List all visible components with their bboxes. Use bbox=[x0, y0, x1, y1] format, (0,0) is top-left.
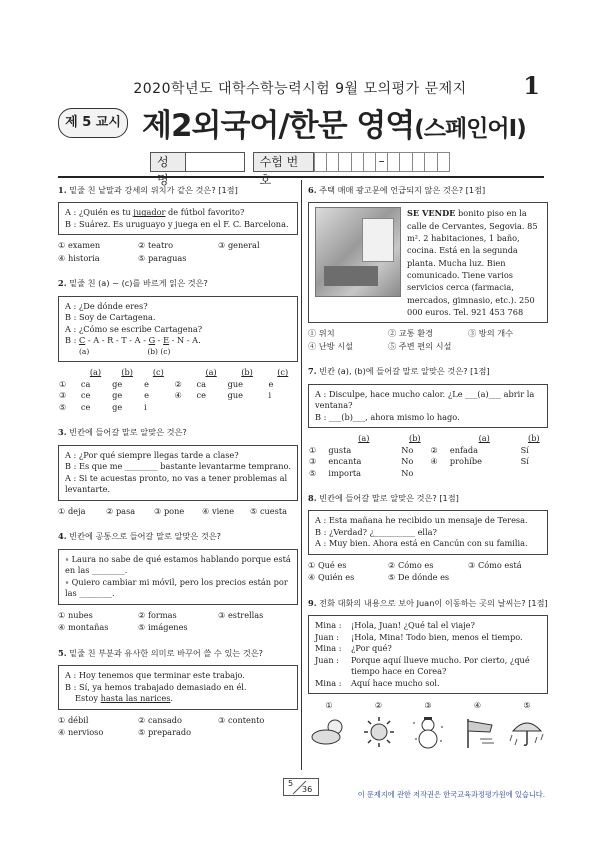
answer-option[interactable]: ④ montañas bbox=[58, 622, 109, 633]
umbrella-rain-icon bbox=[507, 715, 547, 749]
table-row[interactable]: ③ ce ge e ④ ce gue i bbox=[59, 390, 272, 401]
exam-title: 2020학년도 대학수학능력시험 9월 모의평가 문제지 bbox=[133, 81, 467, 97]
answer-option[interactable]: ② teatro bbox=[138, 240, 174, 251]
dialogue-line: B : Suárez. Es uruguayo y juega en el F. C. Barcelona. bbox=[65, 218, 289, 229]
dialogue-box bbox=[308, 615, 548, 694]
sun-icon bbox=[359, 715, 399, 749]
answer-option[interactable]: ⑤ De dónde es bbox=[388, 572, 450, 583]
answer-option[interactable]: ④ viene bbox=[202, 505, 235, 516]
question-stem: 밑줄 친 부분과 유사한 의미로 바꾸어 쓸 수 있는 것은? bbox=[69, 647, 264, 658]
table-row[interactable]: ⑤ ce ge i bbox=[59, 401, 147, 412]
question-number: 2. bbox=[58, 278, 67, 289]
question-stem: 전화 대화의 내용으로 보아 Juan이 이동하는 곳의 날씨는? [1점] bbox=[319, 597, 548, 608]
exam-number-dash: – bbox=[376, 152, 387, 172]
question-number: 4. bbox=[58, 531, 67, 542]
dialogue-line: Mina : Aquí hace mucho sol. bbox=[315, 677, 440, 688]
windsock-icon bbox=[458, 715, 498, 749]
answer-option[interactable]: ① deja bbox=[58, 505, 86, 516]
answer-option[interactable]: ③ estrellas bbox=[218, 609, 264, 620]
ad-text bbox=[407, 207, 541, 318]
exam-number-box[interactable] bbox=[413, 152, 425, 172]
question-stem: 빈칸 (a), (b)에 들어갈 말로 알맞은 것은? [1점] bbox=[319, 366, 490, 377]
question-8 bbox=[308, 493, 548, 584]
session-badge: 제 5 교시 bbox=[58, 108, 128, 138]
id-bar bbox=[150, 152, 450, 187]
spelling-marks: (a) (b) (c) bbox=[79, 346, 171, 356]
question-number: 6. bbox=[308, 185, 317, 195]
sale-advertisement bbox=[308, 202, 548, 323]
answer-option[interactable]: ② cansado bbox=[138, 714, 182, 725]
question-number: 1. bbox=[58, 185, 67, 195]
weather-option[interactable]: ④ bbox=[457, 700, 499, 752]
exam-number-box[interactable] bbox=[327, 152, 339, 172]
question-3 bbox=[58, 427, 298, 517]
exam-number-box[interactable] bbox=[438, 152, 450, 172]
underlined-phrase: hasta las narices bbox=[100, 693, 171, 704]
exam-number-box[interactable] bbox=[339, 152, 351, 172]
weather-option[interactable]: ② bbox=[358, 700, 400, 752]
question-9 bbox=[308, 598, 548, 752]
dialogue-box bbox=[58, 445, 298, 501]
sentence-line: ∘ Quiero cambiar mi móvil, pero los precios están por las ________. bbox=[65, 576, 288, 599]
dialogue-line: Estoy hasta las narices. bbox=[75, 693, 174, 704]
table-row[interactable]: ① gusta No ② enfada Sí bbox=[309, 444, 529, 455]
dialogue-line: B : Sí, ya hemos trabajado demasiado en él. bbox=[65, 681, 247, 692]
question-4 bbox=[58, 531, 298, 633]
question-stem: 밑줄 친 (a) ~ (c)를 바르게 읽은 것은? bbox=[69, 278, 208, 289]
table-row[interactable]: ③ encanta No ④ prohíbe Sí bbox=[309, 456, 529, 467]
answer-option[interactable]: ⑤ cuesta bbox=[250, 505, 288, 516]
answer-option[interactable]: ① 위치 bbox=[308, 328, 335, 339]
question-stem: 주택 매매 광고문에 언급되지 않은 것은? [1점] bbox=[319, 185, 486, 195]
dialogue-box bbox=[308, 510, 548, 554]
exam-number-box[interactable] bbox=[388, 152, 400, 172]
question-1 bbox=[58, 185, 298, 264]
name-label: 성명 bbox=[150, 152, 186, 172]
answer-option[interactable]: ③ Cómo está bbox=[468, 559, 522, 570]
apartment-photo bbox=[315, 207, 401, 297]
header-rule bbox=[58, 176, 544, 178]
subject-title bbox=[142, 100, 526, 145]
weather-option[interactable]: ③ bbox=[407, 700, 449, 752]
dialogue-line: Mina : ¿Por qué? bbox=[315, 643, 392, 654]
ad-title: SE VENDE bbox=[407, 208, 456, 219]
right-column bbox=[308, 185, 548, 766]
answer-option[interactable]: ⑤ preparado bbox=[138, 727, 192, 737]
exam-number-label: 수험 번호 bbox=[253, 152, 315, 172]
question-number: 9. bbox=[308, 597, 317, 608]
dialogue-line: B : Es que me ________ bastante levantarme temprano. bbox=[65, 461, 291, 472]
page-indicator bbox=[283, 778, 319, 796]
subject-language: (스페인어Ⅰ) bbox=[414, 116, 526, 142]
answer-option[interactable]: ④ Quién es bbox=[308, 572, 355, 583]
question-stem: 빈칸에 들어갈 말로 알맞은 것은? [1점] bbox=[319, 493, 459, 503]
sentence-line: ∘ Laura no sabe de qué estamos hablando porque está en las ________. bbox=[65, 553, 291, 576]
answer-option[interactable]: ④ 난방 시설 bbox=[308, 340, 354, 351]
answer-option[interactable]: ① débil bbox=[58, 714, 89, 725]
left-column bbox=[58, 185, 298, 752]
exam-number-box[interactable] bbox=[314, 152, 326, 172]
spelling-line: B : C - A - R - T - A - G - E - N - A. bbox=[65, 335, 201, 346]
current-page: 5 bbox=[288, 779, 294, 788]
dialogue-box bbox=[58, 202, 298, 235]
question-stem: 빈칸에 들어갈 말로 알맞은 것은? bbox=[69, 427, 187, 438]
answer-option[interactable]: ③ general bbox=[218, 240, 260, 251]
answer-option[interactable]: ⑤ 주변 편의 시설 bbox=[388, 340, 452, 351]
dialogue-line: Juan : ¡Hola, Mina! Todo bien, menos el tiempo. bbox=[315, 631, 523, 642]
dialogue-line: A : ¿De dónde eres? bbox=[65, 300, 148, 311]
answer-option[interactable]: ② Cómo es bbox=[388, 559, 434, 570]
answer-option[interactable]: ① Qué es bbox=[308, 559, 347, 570]
table-row[interactable]: ⑤ importa No bbox=[309, 467, 414, 478]
answer-option[interactable]: ③ contento bbox=[218, 714, 265, 725]
answer-option[interactable]: ③ 방의 개수 bbox=[468, 328, 514, 339]
dialogue-line: A : Muy bien. Ahora está en Cancún con su familia. bbox=[315, 538, 528, 549]
dialogue-line: A : ¿Quién es tu jugador de fútbol favorito? bbox=[65, 207, 245, 218]
question-7 bbox=[308, 366, 548, 479]
total-pages: 36 bbox=[302, 785, 313, 794]
answer-option[interactable]: ② pasa bbox=[106, 505, 136, 516]
answer-option[interactable]: ② 교통 환경 bbox=[388, 328, 434, 339]
copyright-notice: 이 문제지에 관한 저작권은 한국교육과정평가원에 있습니다. bbox=[357, 790, 545, 799]
dialogue-box bbox=[308, 384, 548, 428]
sentence-box bbox=[58, 549, 298, 605]
dialogue-line: B : ¿Verdad? ¿__________ ella? bbox=[315, 526, 437, 537]
question-number: 5. bbox=[58, 647, 67, 658]
question-stem: 빈칸에 공통으로 들어갈 말로 알맞은 것은? bbox=[69, 531, 221, 542]
dialogue-line: B : ___(b)___, ahora mismo lo hago. bbox=[315, 411, 460, 422]
name-field[interactable] bbox=[186, 152, 245, 172]
answer-option[interactable]: ① nubes bbox=[58, 609, 93, 620]
question-stem: 밑줄 친 낱말과 강세의 위치가 같은 것은? [1점] bbox=[69, 185, 238, 195]
question-5 bbox=[58, 648, 298, 739]
answer-option[interactable]: ③ pone bbox=[154, 505, 185, 516]
answer-option[interactable]: ④ nervioso bbox=[58, 727, 104, 737]
answer-option[interactable]: ① examen bbox=[58, 240, 101, 251]
dialogue-line: Juan : Porque aquí llueve mucho. Por cierto, ¿qué tiempo hace en Corea? bbox=[315, 654, 530, 677]
question-number: 8. bbox=[308, 493, 317, 503]
weather-choices bbox=[308, 700, 548, 752]
answer-option[interactable]: ⑤ imágenes bbox=[138, 622, 188, 633]
dialogue-line: A : Si te acuestas pronto, no vas a tener problemas al levantarte. bbox=[65, 472, 288, 495]
exam-number-box[interactable] bbox=[352, 152, 364, 172]
exam-number-box[interactable] bbox=[364, 152, 376, 172]
weather-option[interactable]: ① bbox=[308, 700, 350, 752]
dialogue-line: A : Esta mañana he recibido un mensaje de Teresa. bbox=[315, 515, 528, 526]
dialogue-box bbox=[58, 296, 298, 362]
answer-option[interactable]: ② formas bbox=[138, 609, 177, 620]
question-2 bbox=[58, 278, 298, 413]
answer-option[interactable]: ④ historia bbox=[58, 252, 100, 263]
underlined-word: jugador bbox=[133, 207, 166, 218]
exam-number-box[interactable] bbox=[400, 152, 412, 172]
dialogue-box bbox=[58, 665, 298, 709]
dialogue-line: B : Soy de Cartagena. bbox=[65, 312, 156, 323]
dialogue-line: A : Hoy tenemos que terminar este trabajo. bbox=[65, 670, 245, 681]
cloud-sun-icon bbox=[309, 715, 349, 749]
question-number: 7. bbox=[308, 366, 317, 377]
question-number: 3. bbox=[58, 427, 67, 438]
dialogue-line: A : ¿Cómo se escribe Cartagena? bbox=[65, 323, 203, 334]
answer-table: (a) (b) (c) (a) (b) (c) ① ca ge e ② ca gue e ③ ce ge e ④ ce gue i ⑤ ce ge i bbox=[58, 367, 298, 413]
exam-number-box[interactable] bbox=[425, 152, 437, 172]
answer-table: (a) (b) (a) (b) ① gusta No ② enfada Sí ③ encanta No ④ prohíbe Sí ⑤ importa No bbox=[308, 433, 548, 479]
ad-body: bonito piso en la calle de Cervantes, Segovia. 85 m². 2 habitaciones, 1 baño, cocina. Está en la segunda planta. Mucha luz. Bien comunicado. Tiene varios servicios cerca (farmacia, mercados, gimnasio, etc.). 250 000 euros. Tel. 921 453 768 bbox=[407, 208, 538, 317]
question-6 bbox=[308, 185, 548, 352]
subject-main: 제2외국어/한문 영역 bbox=[142, 108, 415, 144]
table-row[interactable]: ① ca ge e ② ca gue e bbox=[59, 378, 274, 389]
dialogue-line: Mina : ¡Hola, Juan! ¿Qué tal el viaje? bbox=[315, 620, 475, 631]
column-divider bbox=[301, 180, 302, 770]
weather-option[interactable]: ⑤ bbox=[506, 700, 548, 752]
dialogue-line: A : Disculpe, hace mucho calor. ¿Le ___(a)___ abrir la ventana? bbox=[315, 388, 535, 411]
dialogue-line: A : ¿Por qué siempre llegas tarde a clase? bbox=[65, 449, 239, 460]
snowman-icon bbox=[408, 715, 448, 749]
answer-option[interactable]: ⑤ paraguas bbox=[138, 252, 187, 263]
page-number: 1 bbox=[523, 71, 540, 100]
